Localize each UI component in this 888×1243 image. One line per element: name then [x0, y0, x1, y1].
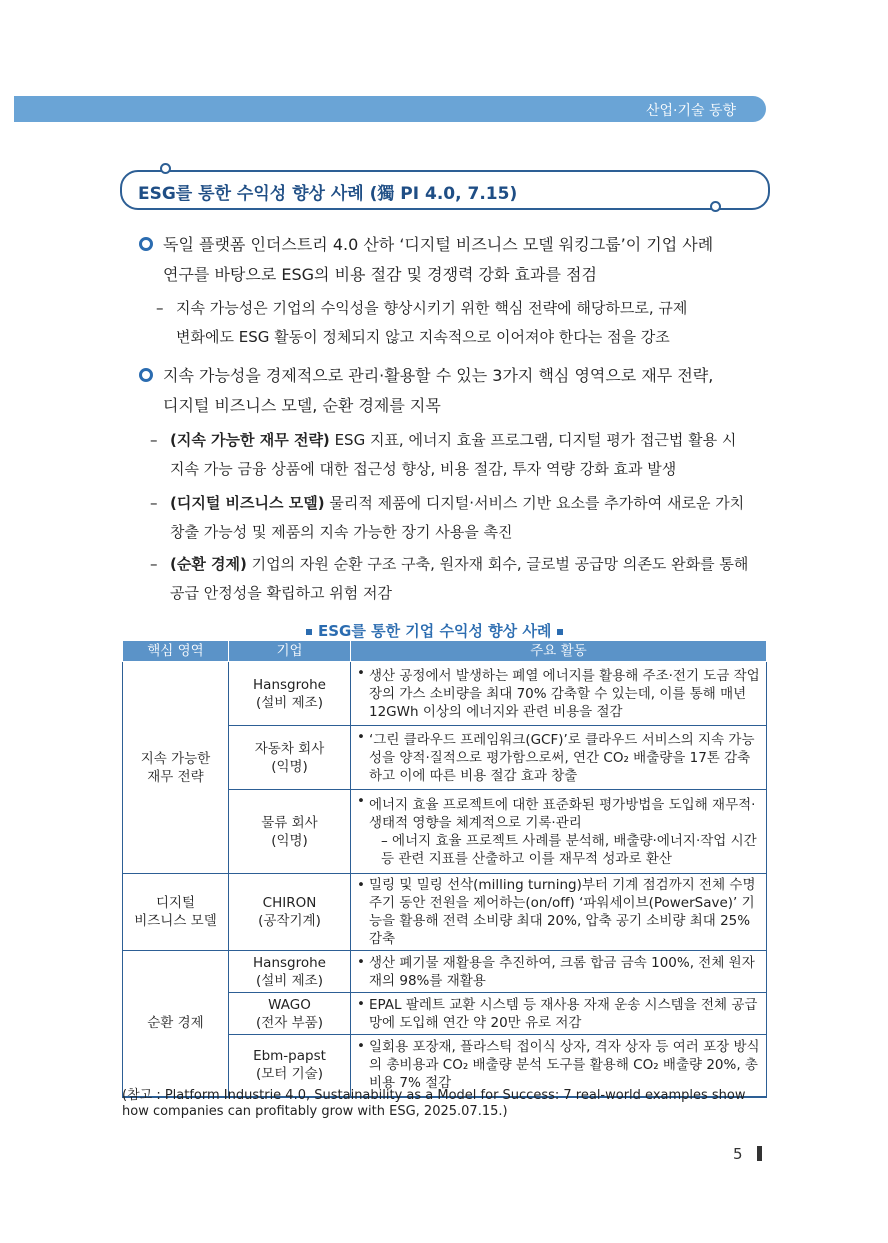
activity-text: 일회용 포장재, 플라스틱 접이식 상자, 격자 상자 등 여러 포장 방식의 총비용과 CO₂ 배출량 분석 도구를 활용해 CO₂ 배출량 20%, 총비용 7% 절감 — [369, 1039, 760, 1092]
text-line: ESG 지표, 에너지 효율 프로그램, 디지털 평가 접근법 활용 시 — [329, 431, 737, 449]
activity-text: 생산 폐기물 재활용을 추진하여, 크롬 합금 금속 100%, 전체 원자재의 98%를 재활용 — [369, 954, 755, 989]
table-caption-text: ESG를 통한 기업 수익성 향상 사례 — [318, 622, 552, 640]
activity-cell — [351, 662, 767, 726]
text-line: 공급 안정성을 확립하고 위험 저감 — [170, 584, 392, 602]
bullet-dot-icon: • — [357, 1038, 365, 1054]
title-deco-dot — [710, 201, 721, 212]
dash-label: (디지털 비즈니스 모델) — [170, 494, 325, 512]
reference-note: (참고 : Platform Industrie 4.0, Sustainability as a Model for Success: 7 real-world examples show how companies can profitably grow with ESG, 2025.07.15.) — [122, 1088, 746, 1119]
section-title: ESG를 통한 수익성 향상 사례 (獨 PI 4.0, 7.15) — [138, 184, 518, 204]
activity-cell — [351, 874, 767, 951]
company-cell: Ebm-papst (모터 기술) — [229, 1035, 351, 1097]
activity-text: 에너지 효율 프로젝트에 대한 표준화된 평가방법을 도입해 재무적·생태적 영향을 체계적으로 기록·관리 — [369, 796, 756, 831]
bullet-dot-icon: • — [357, 665, 365, 681]
section-title-box — [120, 170, 770, 210]
activity-sub-text: 에너지 효율 프로젝트 사례를 분석해, 배출량·에너지·작업 시간 등 관련 지표를 산출하고 이를 재무적 성과로 환산 — [381, 832, 757, 867]
bullet-dot-icon: • — [357, 729, 365, 745]
text-line: 기업의 자원 순환 구조 구축, 원자재 회수, 글로벌 공급망 의존도 완화를 통해 — [246, 555, 749, 573]
bullet-dot-icon: • — [357, 877, 365, 893]
circle-bullet-icon — [139, 237, 153, 251]
company-cell: 물류 회사 (익명) — [229, 790, 351, 874]
company-cell: Hansgrohe (설비 제조) — [229, 951, 351, 993]
bullet-dot-icon: • — [357, 996, 365, 1012]
dash-paragraph — [150, 426, 769, 484]
dash-label: (지속 가능한 재무 전략) — [170, 431, 330, 449]
bullet-dot-icon: • — [357, 954, 365, 970]
table-caption — [300, 620, 569, 641]
dash-icon: – — [150, 494, 158, 512]
activity-cell — [351, 951, 767, 993]
text-line: 독일 플랫폼 인더스트리 4.0 산하 ‘디지털 비즈니스 모델 워킹그룹’이 기업 사례 — [163, 235, 714, 254]
dash-label: (순환 경제) — [170, 555, 247, 573]
text-line: 지속 가능성은 기업의 수익성을 향상시키기 위한 핵심 전략에 해당하므로, 규제 — [176, 299, 688, 317]
bullet-dot-icon: • — [357, 793, 365, 809]
page-number: 5 — [733, 1145, 743, 1163]
page-bar — [757, 1146, 762, 1161]
activity-cell — [351, 790, 767, 874]
column-header: 주요 활동 — [351, 641, 767, 662]
table-row — [123, 874, 767, 951]
activity-cell — [351, 993, 767, 1035]
header-band — [14, 96, 766, 122]
company-cell: WAGO (전자 부품) — [229, 993, 351, 1035]
company-cell: CHIRON (공작기계) — [229, 874, 351, 951]
dash-icon: – — [150, 431, 158, 449]
text-line: 지속 가능 금융 상품에 대한 접근성 향상, 비용 절감, 투자 역량 강화 효과 발생 — [170, 460, 677, 478]
text-line: 디지털 비즈니스 모델, 순환 경제를 지목 — [163, 396, 441, 415]
table-row — [123, 951, 767, 993]
text-line: 연구를 바탕으로 ESG의 비용 절감 및 경쟁력 강화 효과를 점검 — [163, 265, 597, 284]
text-line: 물리적 제품에 디지털·서비스 기반 요소를 추가하여 새로운 가치 — [324, 494, 745, 512]
text-line: 지속 가능성을 경제적으로 관리·활용할 수 있는 3가지 핵심 영역으로 재무 전략, — [163, 366, 714, 385]
bullet-paragraph — [163, 230, 769, 290]
title-deco-dot — [160, 163, 171, 174]
square-marker-icon — [306, 629, 312, 635]
company-cell: 자동차 회사 (익명) — [229, 726, 351, 790]
dash-icon: – — [150, 555, 158, 573]
dash-paragraph — [150, 489, 769, 547]
table-row — [123, 662, 767, 726]
area-cell: 지속 가능한 재무 전략 — [123, 662, 229, 874]
dash-paragraph — [156, 294, 769, 352]
header-category: 산업·기술 동향 — [645, 103, 736, 119]
activity-text: 생산 공정에서 발생하는 폐열 에너지를 활용해 주조·전기 도금 작업장의 가스 소비량을 최대 70% 감축할 수 있는데, 이를 통해 매년 12GWh 이상의 에너지와 관련 비용을 절감 — [369, 667, 760, 720]
activity-subitem: – 에너지 효율 프로젝트 사례를 분석해, 배출량·에너지·작업 시간 등 관련 지표를 산출하고 이를 재무적 성과로 환산 — [381, 832, 757, 867]
activity-text: 밀링 및 밀링 선삭(milling turning)부터 기계 점검까지 전체 수명 주기 동안 전원을 제어하는(on/off) ‘파워세이브(PowerSave)’ 기능을 활용해 전력 소비량 최대 20%, 압축 공기 소비량 최대 25% 감축 — [369, 877, 756, 947]
circle-bullet-icon — [139, 368, 153, 382]
bullet-paragraph — [163, 361, 769, 421]
column-header: 핵심 영역 — [123, 641, 229, 662]
square-marker-icon — [557, 629, 563, 635]
table-header-row — [123, 641, 767, 662]
activity-text: ‘그린 클라우드 프레임워크(GCF)’로 클라우드 서비스의 지속 가능성을 양적·질적으로 평가함으로써, 연간 CO₂ 배출량을 17톤 감축하고 이에 따른 비용 절감 효과 창출 — [369, 731, 755, 784]
area-cell: 순환 경제 — [123, 951, 229, 1097]
activity-cell — [351, 726, 767, 790]
dash-paragraph — [150, 550, 769, 608]
area-cell: 디지털 비즈니스 모델 — [123, 874, 229, 951]
column-header: 기업 — [229, 641, 351, 662]
case-table — [122, 640, 767, 1098]
dash-icon: – — [156, 299, 164, 317]
company-cell: Hansgrohe (설비 제조) — [229, 662, 351, 726]
activity-text: EPAL 팔레트 교환 시스템 등 재사용 자재 운송 시스템을 전체 공급망에 도입해 연간 약 20만 유로 저감 — [369, 996, 758, 1031]
text-line: 변화에도 ESG 활동이 정체되지 않고 지속적으로 이어져야 한다는 점을 강조 — [176, 328, 670, 346]
text-line: 창출 가능성 및 제품의 지속 가능한 장기 사용을 촉진 — [170, 523, 513, 541]
